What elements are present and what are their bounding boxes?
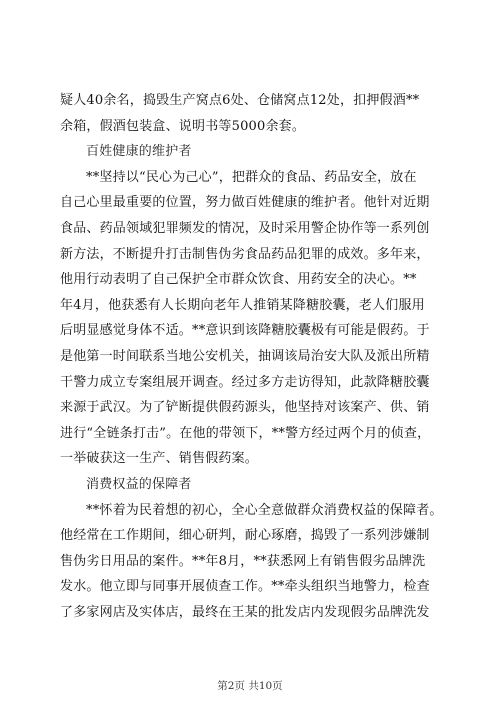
text-line: 他用行动表明了自己保护全市群众饮食、用药安全的决心。** [60,272,417,288]
document-body [60,88,445,625]
text-line: 自己心里最重要的位置，努力做百姓健康的维护者。他针对近期 [60,195,430,211]
text-line: 年4月，他获悉有人长期向老年人推销某降糖胶囊，老人们服用 [60,297,425,313]
text-line: 食品、药品领域犯罪频发的情况，及时采用警企协作等一系列创 [60,220,430,236]
text-line: 来源于武汉。为了铲断提供假药源头，他坚持对该案产、供、销 [60,400,430,416]
text-line: 干警力成立专案组展开调查。经过多方走访得知，此款降糖胶囊 [60,374,430,390]
text-line: **坚持以“民心为己心”，把群众的食品、药品安全，放在 [86,169,417,185]
text-line: 疑人40余名，捣毁生产窝点6处、仓储窝点12处，扣押假酒** [60,93,420,108]
text-line: 他经常在工作期间，细心研判，耐心琢磨，捣毁了一系列涉嫌制 [60,528,430,544]
text-line: 进行“全链条打击”。在他的带领下，**警方经过两个月的侦查， [60,425,431,441]
text-line: 售伪劣日用品的案件。**年8月，**获悉网上有销售假劣品牌洗 [60,553,426,569]
text-line: 一举破获这一生产、销售假药案。 [60,451,259,467]
text-line: 发水。他立即与同事开展侦查工作。**牵头组织当地警力，检查 [60,579,430,595]
section-heading: 消费权益的保障者 [86,476,192,492]
text-line: 新方法，不断提升打击制售伪劣食品药品犯罪的成效。多年来， [60,246,430,262]
text-line: **怀着为民着想的初心，全心全意做群众消费权益的保障者。 [86,502,443,518]
text-line: 余箱，假酒包装盒、说明书等5000余套。 [60,118,306,134]
page-footer: 第2页 共10页 [217,680,283,692]
text-line: 后明显感觉身体不适。**意识到该降糖胶囊极有可能是假药。于 [60,323,430,339]
text-line: 了多家网店及实体店，最终在王某的批发店内发现假劣品牌洗发 [60,604,430,620]
text-line: 是他第一时间联系当地公安机关，抽调该局治安大队及派出所精 [60,348,430,364]
section-heading: 百姓健康的维护者 [86,144,192,160]
